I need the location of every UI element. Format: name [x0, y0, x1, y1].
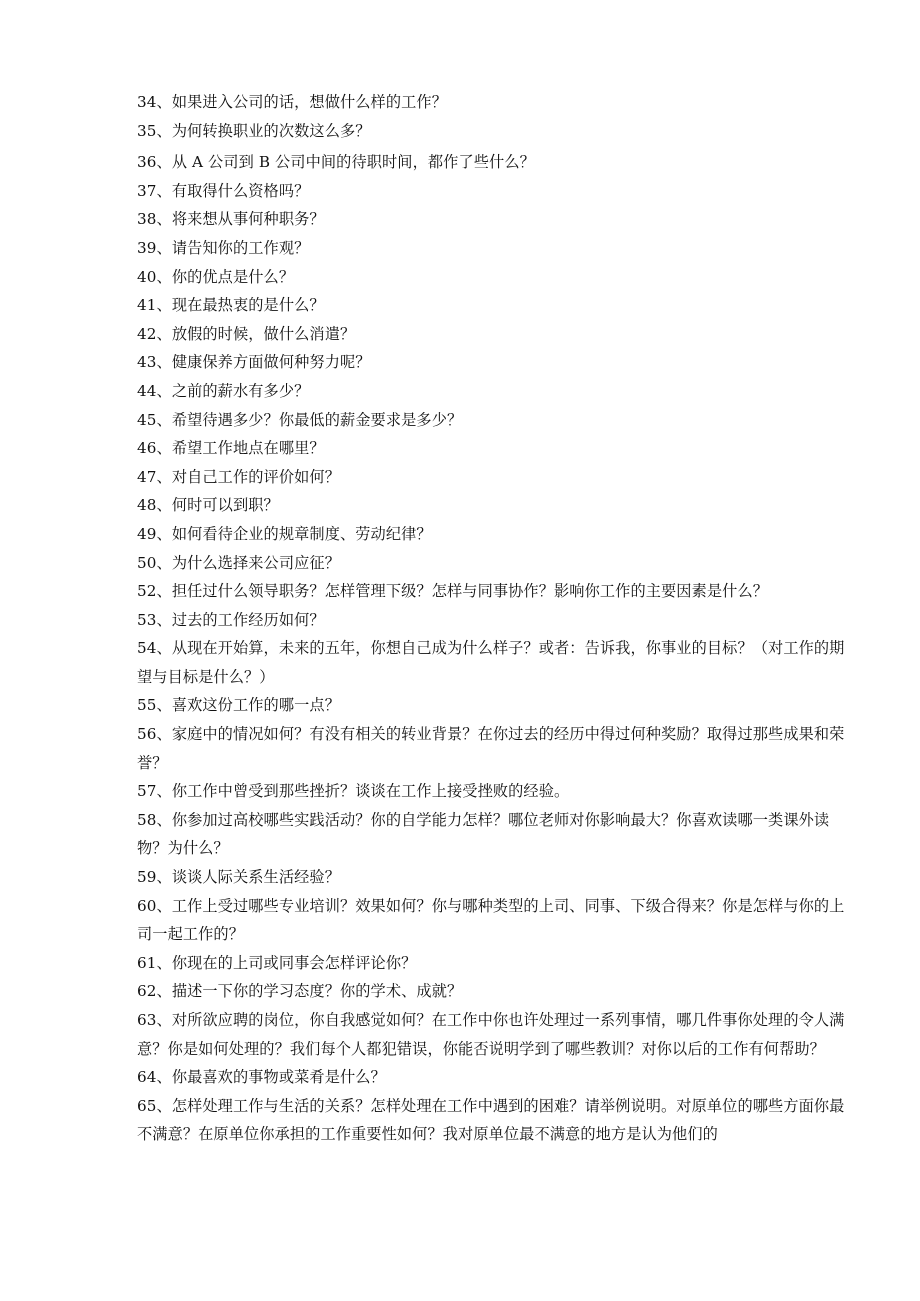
question-41: 41、现在最热衷的是什么？ [137, 296, 325, 315]
question-40: 40、你的优点是什么？ [137, 267, 295, 286]
question-65: 65、怎样处理工作与生活的关系？怎样处理在工作中遇到的困难？请举例说明。对原单位的哪些方面你最不满意？在原单位你承担的工作重要性如何？我对原单位最不满意的地方是认为他们的 [137, 1096, 845, 1144]
question-47: 47、对自己工作的评价如何？ [137, 467, 340, 486]
question-52: 52、担任过什么领导职务？怎样管理下级？怎样与同事协作？影响你工作的主要因素是什么？ [137, 582, 769, 601]
question-34: 34、如果进入公司的话，想做什么样的工作？ [137, 93, 447, 111]
question-48: 48、何时可以到职？ [137, 496, 279, 515]
question-44: 44、之前的薪水有多少？ [137, 381, 310, 400]
question-list [137, 88, 853, 1149]
question-50: 50、为什么选择来公司应征？ [137, 553, 340, 572]
question-42: 42、放假的时候，做什么消遣？ [137, 324, 356, 343]
question-43: 43、健康保养方面做何种努力呢？ [137, 353, 371, 372]
question-53: 53、过去的工作经历如何？ [137, 610, 325, 629]
question-61: 61、你现在的上司或同事会怎样评论你？ [137, 953, 417, 972]
question-45: 45、希望待遇多少？你最低的薪金要求是多少？ [137, 410, 463, 429]
question-59: 59、谈谈人际关系生活经验？ [137, 868, 340, 887]
question-55: 55、喜欢这份工作的哪一点？ [137, 696, 340, 715]
question-54: 54、从现在开始算，未来的五年，你想自己成为什么样子？或者：告诉我，你事业的目标？（对工作的期望与目标是什么？） [137, 639, 845, 686]
question-57: 57、你工作中曾受到那些挫折？谈谈在工作上接受挫败的经验。 [137, 782, 570, 801]
question-35: 35、为何转换职业的次数这么多？ [137, 121, 371, 140]
question-49: 49、如何看待企业的规章制度、劳动纪律？ [137, 524, 432, 543]
question-58: 58、你参加过高校哪些实践活动？你的自学能力怎样？哪位老师对你影响最大？你喜欢读哪一类课外读物？为什么？ [137, 810, 830, 858]
question-60: 60、工作上受过哪些专业培训？效果如何？你与哪种类型的上司、同事、下级合得来？你是怎样与你的上司一起工作的？ [137, 896, 845, 944]
question-39: 39、请告知你的工作观？ [137, 238, 310, 257]
question-62: 62、描述一下你的学习态度？你的学术、成就？ [137, 982, 463, 1001]
question-64: 64、你最喜欢的事物或菜肴是什么？ [137, 1068, 386, 1087]
question-46: 46、希望工作地点在哪里？ [137, 439, 325, 458]
question-63: 63、对所欲应聘的岗位，你自我感觉如何？在工作中你也许处理过一系列事情，哪几件事你处理的令人满意？你是如何处理的？我们每个人都犯错误，你能否说明学到了哪些教训？对你以后的工作有何帮助？ [137, 1011, 845, 1058]
question-36: 36、从 A 公司到 B 公司中间的待职时间，都作了些什么？ [137, 153, 535, 172]
question-56: 56、家庭中的情况如何？有没有相关的转业背景？在你过去的经历中得过何种奖励？取得过那些成果和荣誉？ [137, 725, 845, 772]
question-37: 37、有取得什么资格吗？ [137, 181, 310, 200]
question-38: 38、将来想从事何种职务？ [137, 210, 325, 229]
